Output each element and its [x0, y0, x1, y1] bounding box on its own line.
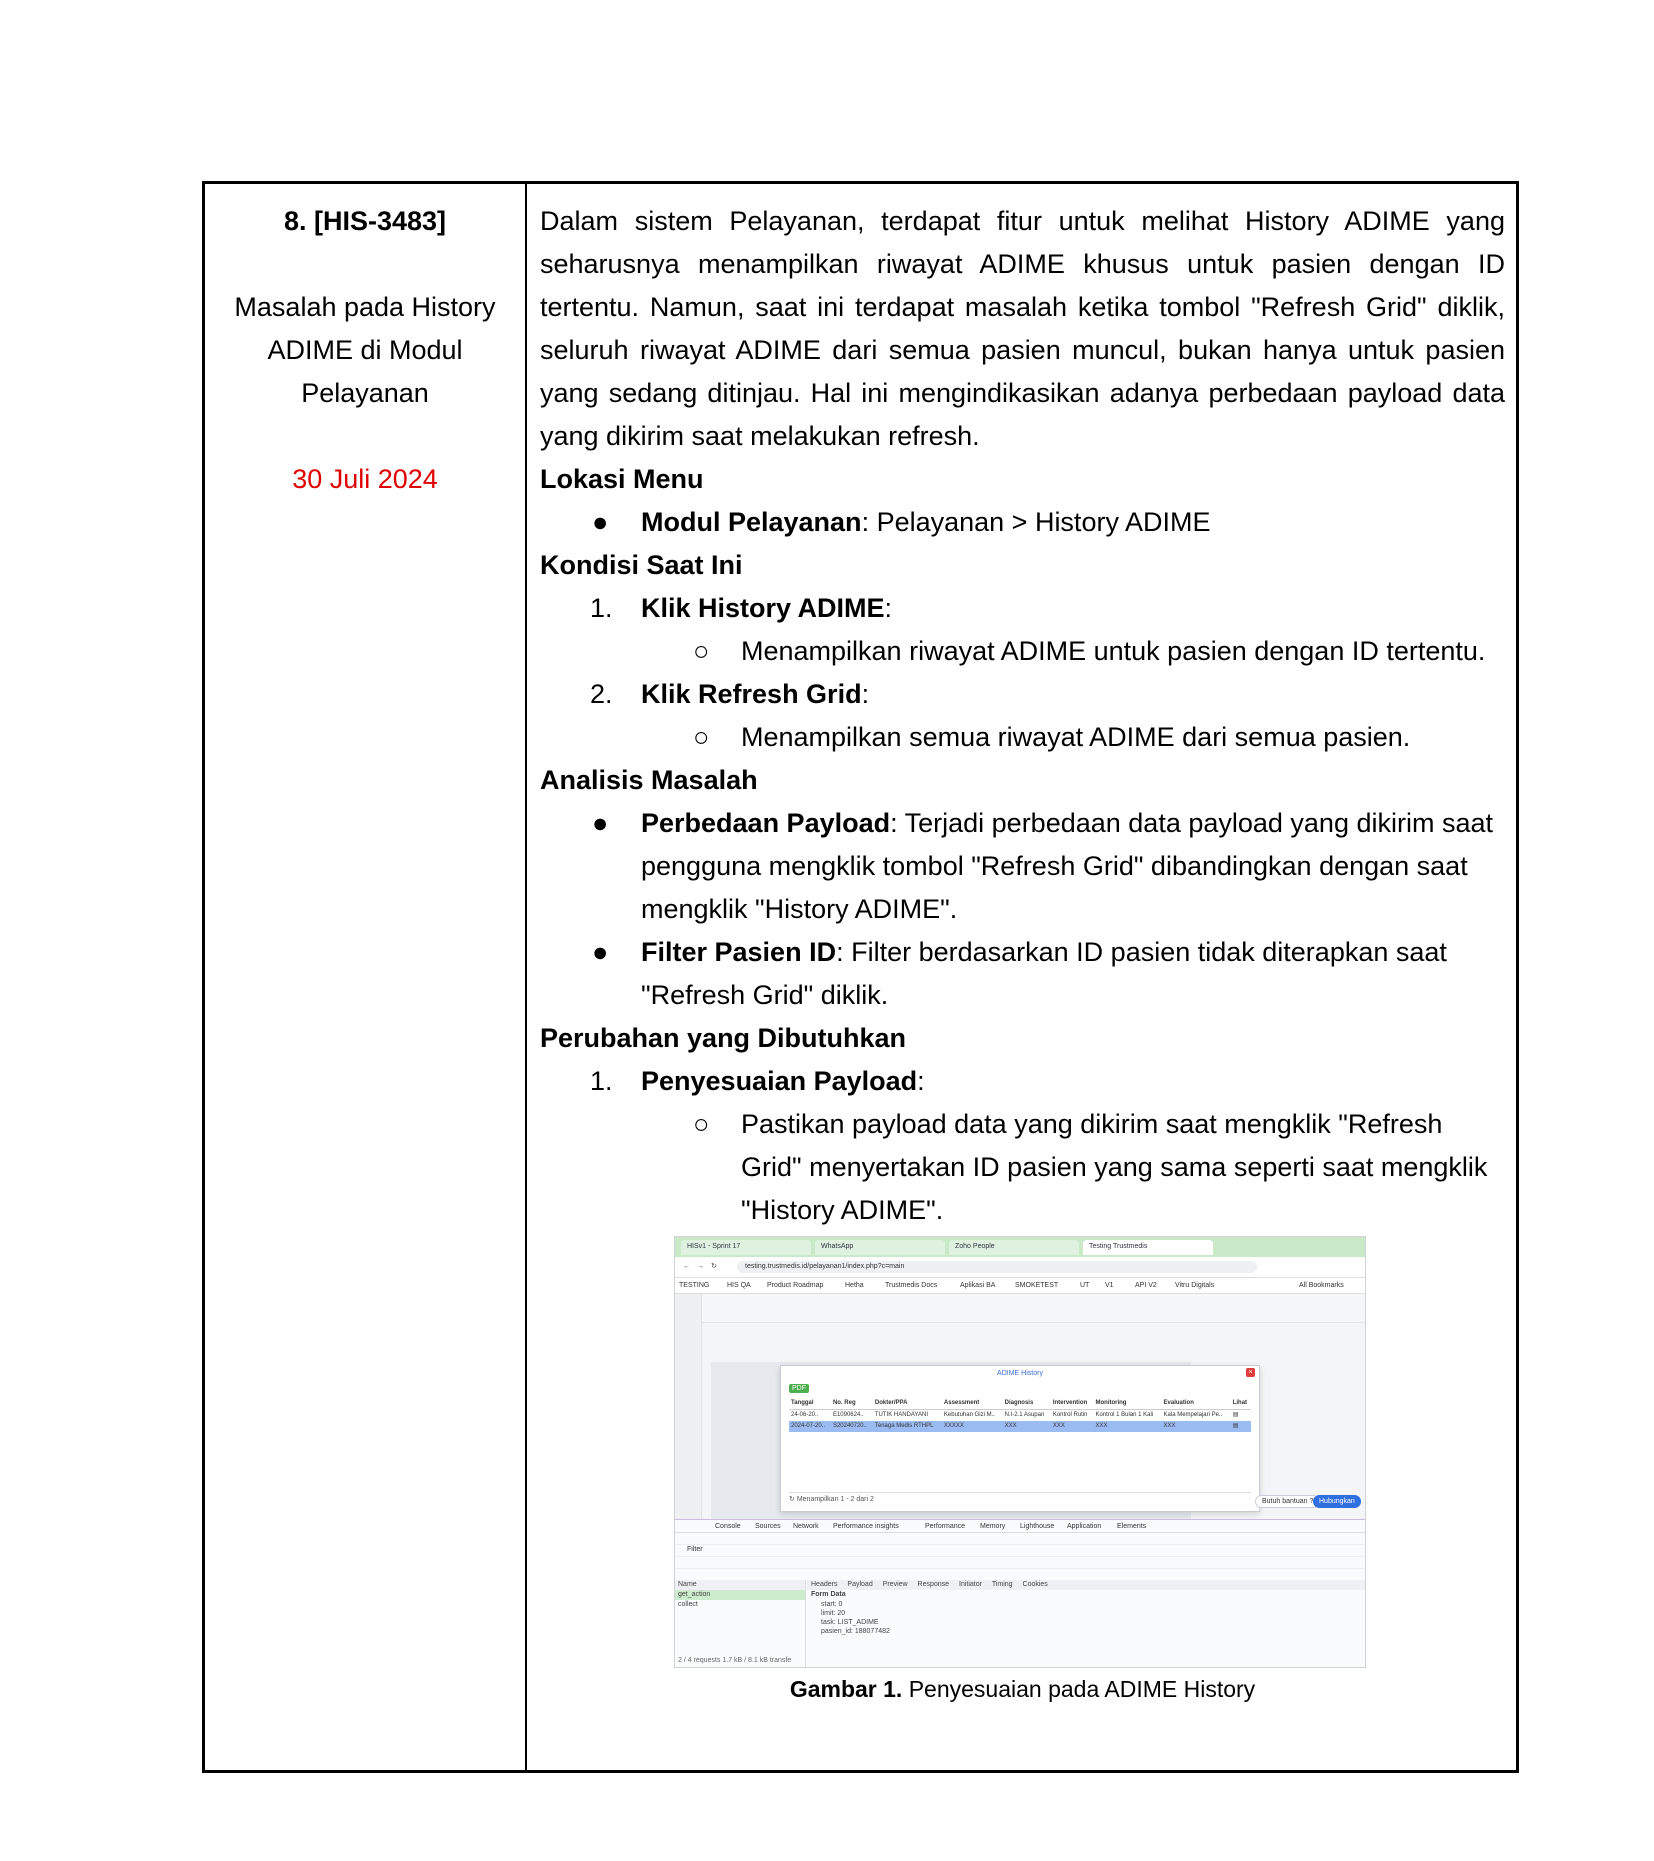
url-field: testing.trustmedis.id/pelayanan1/index.php?c=main	[737, 1261, 1257, 1273]
item-text: : Filter berdasarkan ID pasien tidak diterapkan saat "Refresh Grid" diklik.	[641, 937, 1447, 1010]
detail-tab: Response	[917, 1581, 950, 1588]
devtools-tabs	[675, 1520, 1365, 1533]
devtools-tab: Application	[1067, 1523, 1102, 1530]
devtools-footer: 2 / 4 requests 1.7 kB / 8.1 kB transfe	[678, 1657, 792, 1664]
forward-icon: →	[697, 1263, 704, 1270]
browser-tab: WhatsApp	[815, 1240, 945, 1255]
address-bar	[675, 1257, 1365, 1278]
list-item	[540, 501, 1505, 544]
detail-tab: Preview	[882, 1581, 908, 1588]
grid-cell: Kontrol Rutin	[1052, 1412, 1088, 1418]
item-text: :	[917, 1066, 925, 1096]
close-icon: ×	[1246, 1368, 1255, 1377]
form-data-item: start: 0	[821, 1601, 843, 1608]
issue-title-line: Masalah pada History	[234, 292, 496, 322]
bookmarks-bar	[675, 1278, 1365, 1294]
issue-id: 8. [HIS-3483]	[283, 206, 447, 236]
circle-bullet-icon: ○	[693, 636, 710, 666]
grid-header: Evaluation	[1162, 1398, 1231, 1410]
grid-cell: XXXXX	[942, 1421, 1003, 1432]
issue-detail-cell	[540, 200, 1505, 1704]
grid-header: Intervention	[1051, 1398, 1094, 1410]
adime-grid	[789, 1398, 1251, 1432]
form-data-item: task: LIST_ADIME	[821, 1619, 879, 1626]
browser-tab: Zoho People	[949, 1240, 1079, 1255]
list-number: 2.	[590, 679, 613, 709]
modal-title: ADIME History	[997, 1370, 1043, 1377]
bookmark-item: HIS QA	[727, 1282, 751, 1289]
circle-bullet-icon: ○	[693, 1109, 710, 1139]
devtools-filter: Filter	[675, 1545, 1365, 1557]
grid-header: Dokter/PPA	[873, 1398, 942, 1410]
grid-cell: XXX	[1051, 1421, 1094, 1432]
request-list-header: Name	[675, 1580, 805, 1590]
grid-cell: 24-06-20..	[791, 1412, 819, 1418]
table-row-selected	[789, 1421, 1251, 1432]
devtools-tab: Lighthouse	[1020, 1523, 1055, 1530]
grid-header: No. Reg	[831, 1398, 873, 1410]
browser-tab-bar	[675, 1237, 1365, 1257]
item-label: Filter Pasien ID	[641, 937, 837, 967]
grid-header: Diagnosis	[1003, 1398, 1051, 1410]
form-data-item: limit: 20	[821, 1610, 846, 1617]
grid-cell: Tenaga Medis RTHPL	[873, 1421, 942, 1432]
devtools-panel	[675, 1519, 1365, 1667]
grid-header: Tanggal	[789, 1398, 831, 1410]
issue-table	[202, 181, 1519, 1773]
refresh-icon: ↻	[789, 1496, 795, 1503]
item-text: :	[884, 593, 893, 623]
list-item	[540, 587, 1505, 630]
grid-header: Assessment	[942, 1398, 1003, 1410]
app-header	[675, 1294, 1365, 1323]
grid-cell: 2024-07-20..	[789, 1421, 831, 1432]
bookmark-item: SMOKETEST	[1015, 1282, 1059, 1289]
column-divider	[525, 184, 527, 1770]
detail-tab: Cookies	[1022, 1581, 1048, 1588]
issue-summary-cell	[205, 184, 525, 501]
bookmark-item: All Bookmarks	[1299, 1282, 1344, 1289]
bookmark-item: Aplikasi BA	[960, 1282, 996, 1289]
item-text: Menampilkan semua riwayat ADIME dari semua pasien.	[741, 722, 1411, 752]
list-item	[540, 802, 1505, 931]
table-row	[789, 1410, 1251, 1422]
bookmark-item: Vitru Digitals	[1175, 1282, 1215, 1289]
issue-title-line: Pelayanan	[301, 378, 429, 408]
devtools-tab: Console	[715, 1523, 741, 1530]
devtools-tab: Sources	[755, 1523, 781, 1530]
intro-paragraph: Dalam sistem Pelayanan, terdapat fitur untuk melihat History ADIME yang seharusnya menampilkan riwayat ADIME khusus untuk pasien dengan ID tertentu. Namun, saat ini terdapat masalah ketika tombol "Refresh Grid" diklik, seluruh riwayat ADIME dari semua pasien muncul, bukan hanya untuk pasien yang sedang ditinjau. Hal ini mengindikasikan adanya perbedaan payload data yang dikirim saat melakukan refresh.	[540, 206, 1505, 451]
request-detail	[807, 1580, 1365, 1667]
grid-cell: N.I-2.1 Asupan	[1004, 1412, 1045, 1418]
back-icon: ←	[683, 1263, 690, 1270]
view-icon: ▤	[1231, 1421, 1251, 1432]
bookmark-item: Product Roadmap	[767, 1282, 824, 1289]
circle-bullet-icon: ○	[693, 722, 710, 752]
devtools-tab: Elements	[1117, 1523, 1147, 1530]
bullet-icon: ●	[592, 808, 609, 838]
bullet-icon: ●	[592, 937, 609, 967]
devtools-tab: Performance insights	[833, 1523, 899, 1530]
detail-tabs	[807, 1580, 1365, 1590]
issue-title	[205, 286, 525, 415]
section-heading-perubahan: Perubahan yang Dibutuhkan	[540, 1023, 907, 1053]
item-label: Perbedaan Payload	[641, 808, 891, 838]
devtools-toolbar	[675, 1533, 1365, 1545]
figure-caption	[540, 1674, 1505, 1704]
devtools-tab: Network	[793, 1523, 819, 1530]
item-label: Penyesuaian Payload	[641, 1066, 918, 1096]
help-button: Hubungkan	[1313, 1495, 1361, 1508]
devtools-options-row	[675, 1557, 1365, 1569]
form-data-item: pasien_id: 188077482	[821, 1628, 890, 1635]
detail-tab: Headers	[811, 1581, 838, 1588]
grid-cell: S20240720..	[831, 1421, 873, 1432]
request-item: collect	[678, 1601, 698, 1608]
item-label: Modul Pelayanan	[641, 507, 862, 537]
item-text: : Terjadi perbedaan data payload yang dikirim saat pengguna mengklik tombol "Refresh Grid" dibandingkan dengan saat mengklik "History ADIME".	[641, 808, 1493, 924]
item-text: :	[861, 679, 870, 709]
bookmark-item: Hetha	[845, 1282, 864, 1289]
list-item	[540, 931, 1505, 1017]
bookmark-item: API V2	[1135, 1282, 1157, 1289]
bookmark-item: V1	[1105, 1282, 1114, 1289]
issue-title-line: ADIME di Modul	[267, 335, 463, 365]
item-text: Pastikan payload data yang dikirim saat mengklik "Refresh Grid" menyertakan ID pasien yang sama seperti saat mengklik "History ADIME".	[741, 1109, 1488, 1225]
request-list	[675, 1580, 806, 1667]
adime-history-modal	[780, 1365, 1260, 1512]
request-item: get_action	[675, 1590, 805, 1600]
grid-cell: TUTIK HANDAYANI	[874, 1412, 928, 1418]
reload-icon: ↻	[711, 1263, 717, 1270]
section-heading-kondisi: Kondisi Saat Ini	[540, 550, 743, 580]
list-number: 1.	[590, 593, 613, 623]
devtools-tab: Performance	[925, 1523, 966, 1530]
item-text: Menampilkan riwayat ADIME untuk pasien dengan ID tertentu.	[741, 636, 1486, 666]
view-icon: ▤	[1232, 1412, 1239, 1418]
list-number: 1.	[590, 1066, 613, 1096]
grid-cell: Kontrol 1 Bulan 1 Kali	[1095, 1412, 1154, 1418]
bookmark-item: UT	[1080, 1282, 1090, 1289]
section-heading-lokasi: Lokasi Menu	[540, 464, 704, 494]
item-label: Klik History ADIME	[641, 593, 885, 623]
sub-list-item	[540, 630, 1505, 673]
detail-tab: Payload	[847, 1581, 873, 1588]
detail-tab: Timing	[991, 1581, 1013, 1588]
issue-date: 30 Juli 2024	[292, 464, 438, 494]
caption-label: Gambar 1.	[789, 1676, 903, 1702]
bookmark-item: Trustmedis Docs	[885, 1282, 938, 1289]
sub-list-item	[540, 1103, 1505, 1232]
browser-tab-active: Testing Trustmedis	[1083, 1240, 1213, 1255]
sub-list-item	[540, 716, 1505, 759]
bullet-icon: ●	[592, 507, 609, 537]
detail-tab: Initiator	[959, 1581, 982, 1588]
caption-text: Penyesuaian pada ADIME History	[902, 1676, 1256, 1702]
grid-cell: E1090624..	[832, 1412, 864, 1418]
browser-tab: HISv1 - Sprint 17	[681, 1240, 811, 1255]
pager-text: Menampilkan 1 - 2 dari 2	[796, 1496, 874, 1503]
grid-pager	[789, 1492, 1251, 1505]
list-item	[540, 1060, 1505, 1103]
devtools-tab: Memory	[980, 1523, 1006, 1530]
screenshot-figure	[674, 1236, 1366, 1668]
help-widget	[1255, 1495, 1355, 1508]
grid-cell: Kala Mempelajari Pe..	[1163, 1412, 1223, 1418]
help-text: Butuh bantuan ?	[1255, 1495, 1320, 1508]
grid-header: Monitoring	[1093, 1398, 1161, 1410]
list-item	[540, 673, 1505, 716]
grid-cell: Kebutuhan Gizi M..	[943, 1412, 995, 1418]
form-data-label: Form Data	[811, 1591, 846, 1598]
pdf-button: PDF	[789, 1384, 809, 1393]
section-heading-analisis: Analisis Masalah	[540, 765, 758, 795]
item-label: Klik Refresh Grid	[641, 679, 862, 709]
grid-header: Lihat	[1231, 1398, 1251, 1410]
grid-cell: XXX	[1093, 1421, 1161, 1432]
bookmark-item: TESTING	[679, 1282, 710, 1289]
grid-cell: XXX	[1003, 1421, 1051, 1432]
grid-cell: XXX	[1162, 1421, 1231, 1432]
item-text: : Pelayanan > History ADIME	[861, 507, 1211, 537]
